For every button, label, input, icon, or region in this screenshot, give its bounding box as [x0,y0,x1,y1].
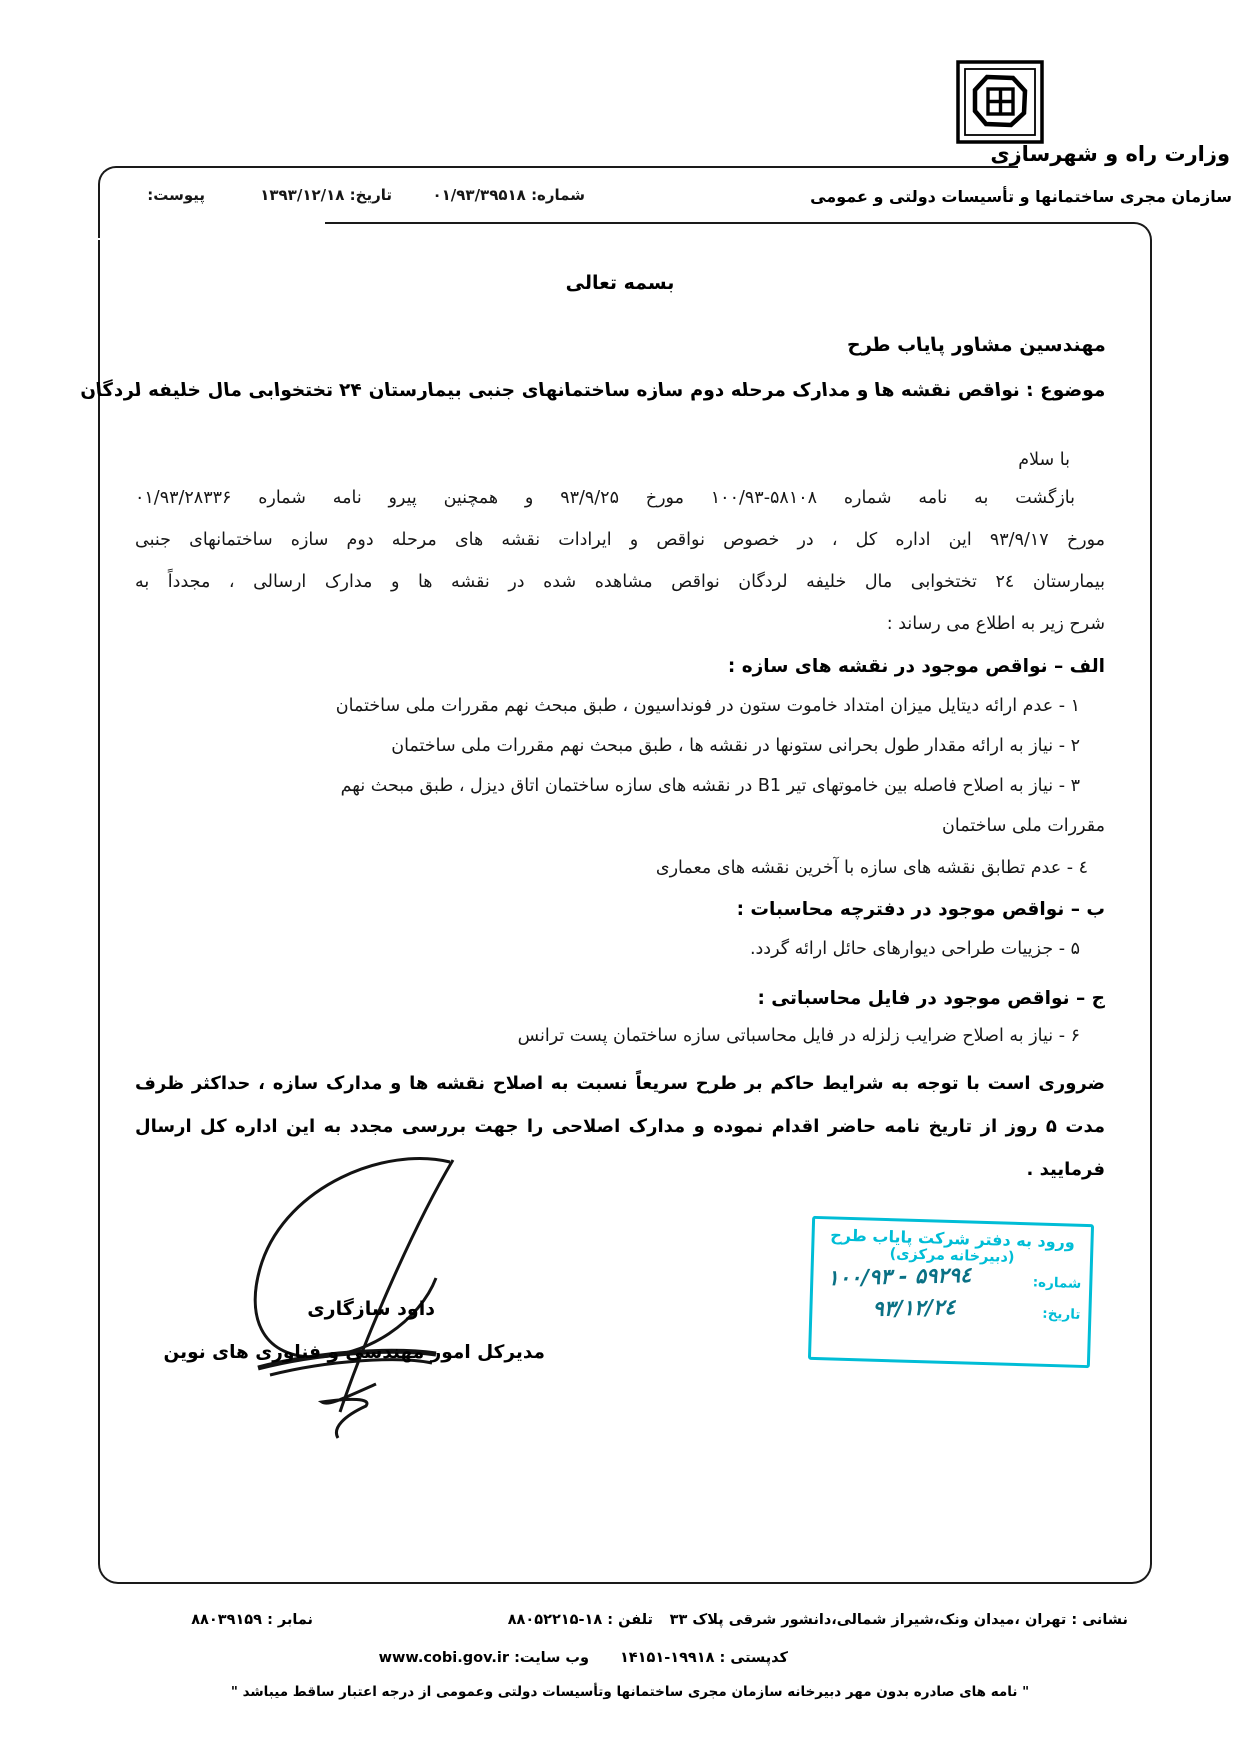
letter-number-field [432,186,585,204]
footer-phone-value: ۸۸۰۵۲۲۱۵-۱۸ [507,1612,603,1628]
list-item-2: ۲ - نیاز به ارائه مقدار طول بحرانی ستونها در نقشه ها ، طبق مبحث نهم مقررات ملی ساختمان [391,736,1080,756]
list-item-5: ۵ - جزییات طراحی دیوارهای حائل ارائه گردد. [749,939,1080,959]
footer-postal-label: کدپستی : [719,1650,788,1666]
footer-address-label: نشانی : [1071,1612,1128,1628]
section-heading-b: ب – نواقص موجود در دفترچه محاسبات : [736,899,1105,920]
closing-line-2: مدت ۵ روز از تاریخ نامه حاضر اقدام نموده و مدارک اصلاحی را جهت بررسی مجدد به این اداره کل ارسال [135,1116,1105,1137]
letter-number-value: ۰۱/۹۳/۳۹۵۱۸ [432,186,526,204]
signatory-title: مدیرکل امور مهندسی و فناوری های نوین [163,1342,545,1363]
ministry-logo-icon [956,60,1044,144]
footer-fax-value: ۸۸۰۳۹۱۵۹ [191,1612,263,1628]
letter-date-label: تاریخ: [349,186,392,204]
salutation: با سلام [1018,450,1070,470]
body-paragraph-line-1: بازگشت به نامه شماره ۵۸۱۰۸-۱۰۰/۹۳ مورخ ۹۳/۹/۲۵ و همچنین پیرو نامه شماره ۰۱/۹۳/۲۸۳۳۶ [135,488,1075,508]
organization-name: سازمان مجری ساختمانها و تأسیسات دولتی و عمومی [810,187,1232,206]
stamp-title: ورود به دفتر شرکت پایاب طرح [830,1225,1076,1252]
footer-address [670,1612,1128,1628]
basmala: بسمه تعالی [565,272,675,294]
footer-postal-value: ۱۴۱۵۱-۱۹۹۱۸ [619,1650,715,1666]
footer-disclaimer: " نامه های صادره بدون مهر دبیرخانه سازمان مجری ساختمانها وتأسیسات دولتی وعمومی از درجه اعتبار ساقط میباشد " [230,1684,1030,1700]
section-heading-a: الف – نواقص موجود در نقشه های سازه : [727,656,1105,677]
footer-website-value: www.cobi.gov.ir [378,1650,509,1666]
list-item-6: ۶ - نیاز به اصلاح ضرایب زلزله در فایل محاسباتی سازه ساختمان پست ترانس [517,1026,1080,1046]
footer-fax [191,1612,313,1628]
footer-postal-code [620,1650,788,1666]
list-item-4: ٤ - عدم تطابق نقشه های سازه با آخرین نقشه های معماری [655,858,1088,878]
stamp-number-value: ۱۰۰/۹۳ - ۵۹۲۹٤ [827,1262,972,1291]
letter-number-label: شماره: [531,186,585,204]
stamp-date-label: تاریخ: [1042,1305,1081,1323]
stamp-date-value: ۹۳/۱۲/۲٤ [872,1294,956,1321]
list-item-3: ۳ - نیاز به اصلاح فاصله بین خاموتهای تیر B1 در نقشه های سازه ساختمان اتاق دیزل ، طبق مبحث نهم [340,776,1080,796]
footer-address-value: تهران ،میدان ونک،شیراز شمالی،دانشور شرقی پلاک ۳۳ [669,1612,1067,1628]
section-heading-c: ج – نواقص موجود در فایل محاسباتی : [757,988,1105,1009]
subject-line: موضوع : نواقص نقشه ها و مدارک مرحله دوم سازه ساختمانهای جنبی بیمارستان ۲۴ تختخوابی مال خلیفه لردگان [78,380,1106,401]
body-paragraph-line-4: شرح زیر به اطلاع می رساند : [886,614,1105,634]
footer-phone-label: تلفن : [607,1612,653,1628]
stamp-number-label: شماره: [1032,1274,1082,1292]
footer-fax-label: نمابر : [267,1612,313,1628]
attachment-label: پیوست: [147,186,205,204]
footer-website [379,1650,589,1666]
footer-website-label: وب سایت: [514,1650,589,1666]
closing-line-1: ضروری است با توجه به شرایط حاکم بر طرح سریعاً نسبت به اصلاح نقشه ها و مدارک سازه ، حداکثر ظرف [135,1073,1105,1094]
letter-date-field [260,186,392,204]
stamp-subtitle: (دبیرخانه مرکزی) [889,1246,1015,1266]
letter-date-value: ۱۳۹۳/۱۲/۱۸ [260,186,345,204]
footer-phone [508,1612,653,1628]
entry-stamp [808,1216,1094,1368]
closing-line-3: فرمایید . [1026,1159,1105,1180]
list-item-3-continuation: مقررات ملی ساختمان [942,816,1105,836]
list-item-1: ۱ - عدم ارائه دیتایل میزان امتداد خاموت ستون در فونداسیون ، طبق مبحث نهم مقررات ملی ساختمان [335,696,1080,716]
body-paragraph-line-2: مورخ ۹۳/۹/۱۷ این اداره کل ، در خصوص نواقص و ایرادات نقشه های مرحله دوم سازه ساختمانهای جنبی [135,530,1105,550]
recipient-name: مهندسین مشاور پایاب طرح [845,334,1106,356]
signatory-name: داود سازگاری [307,1298,435,1320]
ministry-title: وزارت راه و شهرسازی [990,142,1230,166]
body-paragraph-line-3: بیمارستان ۲٤ تختخوابی مال خلیفه لردگان نواقص مشاهده شده در نقشه ها و مدارک ارسالی ، مجدداً به [135,572,1105,592]
